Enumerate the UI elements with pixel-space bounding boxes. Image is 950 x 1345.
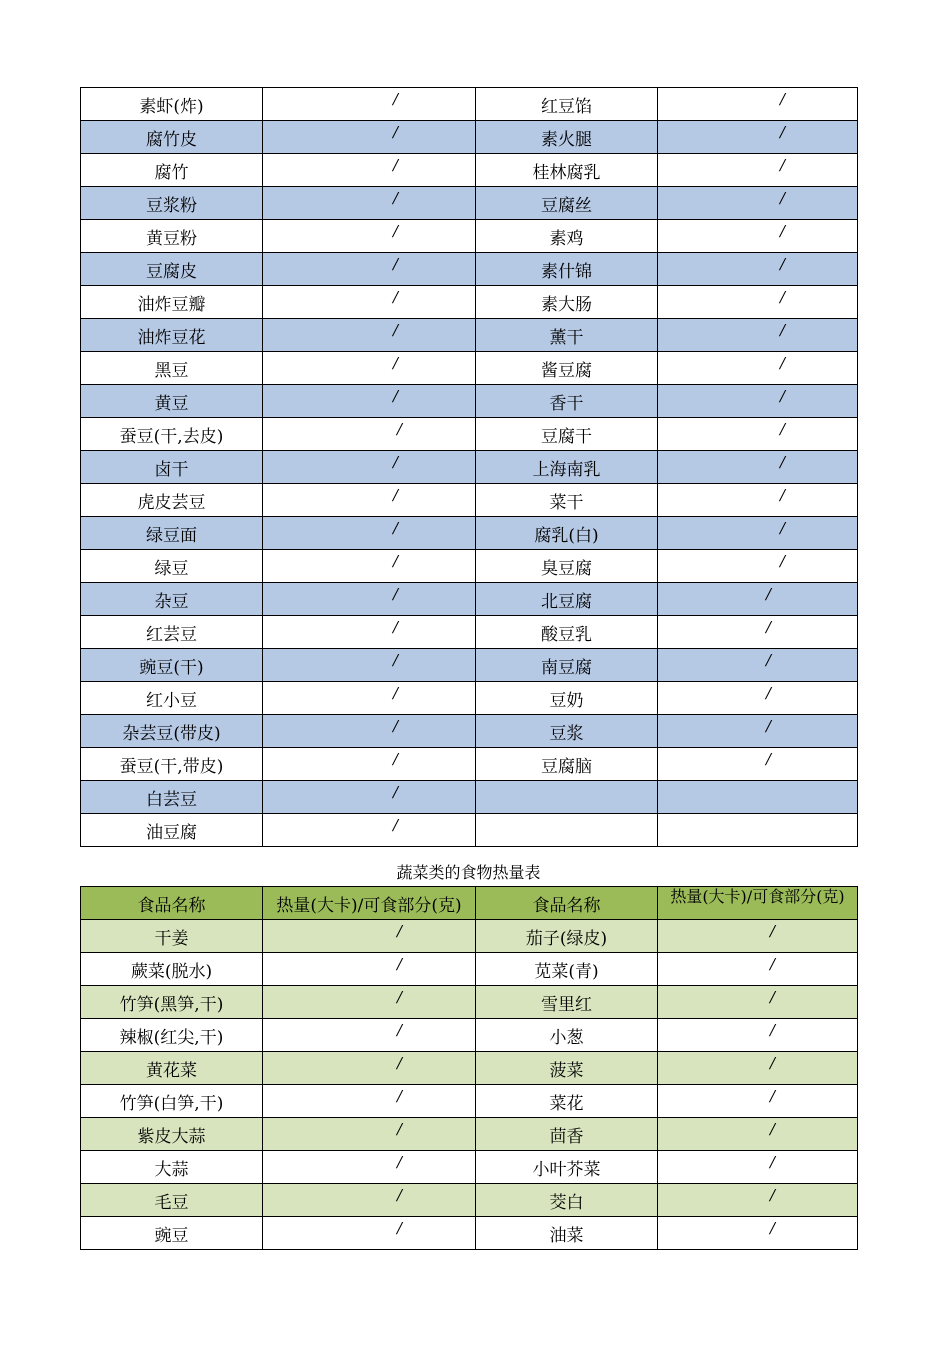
food-name-cell: 干姜 xyxy=(81,920,263,953)
calorie-value: / xyxy=(770,1054,776,1072)
calorie-value: / xyxy=(397,1054,403,1072)
calorie-cell xyxy=(658,220,858,253)
calorie-value: / xyxy=(780,519,786,537)
food-name-cell: 紫皮大蒜 xyxy=(81,1118,263,1151)
table-row xyxy=(81,1118,858,1151)
table-row xyxy=(81,550,858,583)
calorie-cell xyxy=(658,1019,858,1052)
calorie-cell xyxy=(263,1217,476,1250)
header-food-name-1: 食品名称 xyxy=(81,887,263,920)
calorie-value: / xyxy=(397,988,403,1006)
calorie-cell xyxy=(658,814,858,847)
calorie-value: / xyxy=(397,955,403,973)
calorie-cell xyxy=(263,920,476,953)
table-row xyxy=(81,517,858,550)
food-name-cell: 素鸡 xyxy=(476,220,658,253)
food-name-cell: 红豆馅 xyxy=(476,88,658,121)
food-name-cell: 黄豆 xyxy=(81,385,263,418)
calorie-cell xyxy=(658,616,858,649)
table-row xyxy=(81,121,858,154)
calorie-value: / xyxy=(393,123,399,141)
calorie-cell xyxy=(263,88,476,121)
calorie-value: / xyxy=(393,255,399,273)
calorie-value: / xyxy=(780,552,786,570)
calorie-value: / xyxy=(393,585,399,603)
food-name-cell: 蚕豆(干,去皮) xyxy=(81,418,263,451)
calorie-value: / xyxy=(393,783,399,801)
calorie-value: / xyxy=(397,1120,403,1138)
food-name-cell: 杂豆 xyxy=(81,583,263,616)
table-row xyxy=(81,1217,858,1250)
calorie-value: / xyxy=(780,123,786,141)
calorie-value: / xyxy=(393,90,399,108)
food-name-cell: 豆浆 xyxy=(476,715,658,748)
calorie-cell xyxy=(658,953,858,986)
table-header-row xyxy=(81,887,858,920)
calorie-value: / xyxy=(393,750,399,768)
calorie-value: / xyxy=(393,717,399,735)
table-row xyxy=(81,986,858,1019)
table-row xyxy=(81,1184,858,1217)
calorie-value: / xyxy=(766,618,772,636)
table-row xyxy=(81,781,858,814)
calorie-cell xyxy=(263,953,476,986)
food-name-cell: 油豆腐 xyxy=(81,814,263,847)
table-row xyxy=(81,1085,858,1118)
calorie-cell xyxy=(658,1085,858,1118)
table-row xyxy=(81,682,858,715)
table-row xyxy=(81,649,858,682)
calorie-value: / xyxy=(770,1186,776,1204)
food-name-cell: 红小豆 xyxy=(81,682,263,715)
calorie-cell xyxy=(658,385,858,418)
food-name-cell: 红芸豆 xyxy=(81,616,263,649)
table-row xyxy=(81,748,858,781)
table-row xyxy=(81,583,858,616)
calorie-cell xyxy=(658,154,858,187)
calorie-cell xyxy=(658,253,858,286)
calorie-cell xyxy=(658,517,858,550)
food-name-cell: 薰干 xyxy=(476,319,658,352)
food-name-cell: 雪里红 xyxy=(476,986,658,1019)
food-name-cell: 油炸豆瓣 xyxy=(81,286,263,319)
calorie-value: / xyxy=(766,684,772,702)
calorie-cell xyxy=(263,154,476,187)
table-row xyxy=(81,154,858,187)
food-name-cell: 豌豆 xyxy=(81,1217,263,1250)
calorie-cell xyxy=(263,781,476,814)
food-name-cell: 酱豆腐 xyxy=(476,352,658,385)
food-name-cell: 腐乳(白) xyxy=(476,517,658,550)
calorie-cell xyxy=(263,1151,476,1184)
calorie-value: / xyxy=(393,519,399,537)
calorie-value: / xyxy=(393,288,399,306)
food-name-cell: 蚕豆(干,带皮) xyxy=(81,748,263,781)
food-name-cell: 豆腐丝 xyxy=(476,187,658,220)
food-name-cell: 绿豆面 xyxy=(81,517,263,550)
calorie-value: / xyxy=(770,1087,776,1105)
calorie-value: / xyxy=(766,651,772,669)
calorie-value: / xyxy=(397,922,403,940)
calorie-cell xyxy=(263,352,476,385)
calorie-cell xyxy=(263,187,476,220)
food-name-cell: 油菜 xyxy=(476,1217,658,1250)
calorie-cell xyxy=(263,418,476,451)
table-row xyxy=(81,1151,858,1184)
calorie-cell xyxy=(263,385,476,418)
table-row xyxy=(81,484,858,517)
food-name-cell: 菜花 xyxy=(476,1085,658,1118)
food-name-cell: 竹笋(白笋,干) xyxy=(81,1085,263,1118)
food-name-cell: 素火腿 xyxy=(476,121,658,154)
calorie-cell xyxy=(658,187,858,220)
calorie-cell xyxy=(658,1052,858,1085)
food-name-cell: 虎皮芸豆 xyxy=(81,484,263,517)
food-name-cell: 上海南乳 xyxy=(476,451,658,484)
table-row xyxy=(81,451,858,484)
calorie-value: / xyxy=(780,354,786,372)
table-row xyxy=(81,352,858,385)
calorie-value: / xyxy=(770,988,776,1006)
food-name-cell: 绿豆 xyxy=(81,550,263,583)
food-name-cell: 茴香 xyxy=(476,1118,658,1151)
calorie-value: / xyxy=(393,684,399,702)
calorie-cell xyxy=(263,1085,476,1118)
calorie-cell xyxy=(263,451,476,484)
table-row xyxy=(81,187,858,220)
food-name-cell: 白芸豆 xyxy=(81,781,263,814)
calorie-cell xyxy=(263,748,476,781)
food-name-cell: 竹笋(黑笋,干) xyxy=(81,986,263,1019)
calorie-value: / xyxy=(393,387,399,405)
table-row xyxy=(81,814,858,847)
food-name-cell: 小葱 xyxy=(476,1019,658,1052)
food-name-cell: 豆腐皮 xyxy=(81,253,263,286)
calorie-cell xyxy=(658,1217,858,1250)
table-row xyxy=(81,220,858,253)
calorie-value: / xyxy=(770,955,776,973)
food-name-cell: 辣椒(红尖,干) xyxy=(81,1019,263,1052)
food-name-cell: 北豆腐 xyxy=(476,583,658,616)
calorie-cell xyxy=(658,986,858,1019)
calorie-cell xyxy=(658,1151,858,1184)
header-calorie-1: 热量(大卡)/可食部分(克) xyxy=(263,887,476,920)
calorie-value: / xyxy=(397,420,403,438)
food-name-cell: 豆腐脑 xyxy=(476,748,658,781)
food-name-cell: 毛豆 xyxy=(81,1184,263,1217)
food-name-cell: 南豆腐 xyxy=(476,649,658,682)
table-row xyxy=(81,616,858,649)
calorie-cell xyxy=(263,682,476,715)
calorie-cell xyxy=(658,583,858,616)
calorie-value: / xyxy=(780,90,786,108)
calorie-cell xyxy=(658,451,858,484)
calorie-value: / xyxy=(780,453,786,471)
food-name-cell: 蕨菜(脱水) xyxy=(81,953,263,986)
calorie-value: / xyxy=(397,1186,403,1204)
calorie-cell xyxy=(658,550,858,583)
calorie-value: / xyxy=(780,156,786,174)
calorie-cell xyxy=(658,748,858,781)
vegetable-table-title: 蔬菜类的食物热量表 xyxy=(396,863,541,882)
calorie-cell xyxy=(263,517,476,550)
calorie-value: / xyxy=(780,255,786,273)
calorie-value: / xyxy=(393,321,399,339)
food-name-cell: 素什锦 xyxy=(476,253,658,286)
calorie-cell xyxy=(658,352,858,385)
header-calorie-2 xyxy=(658,887,858,920)
calorie-value: / xyxy=(780,486,786,504)
food-name-cell: 大蒜 xyxy=(81,1151,263,1184)
table-row xyxy=(81,319,858,352)
calorie-cell xyxy=(263,121,476,154)
calorie-value: / xyxy=(393,552,399,570)
calorie-cell xyxy=(263,986,476,1019)
calorie-cell xyxy=(658,1118,858,1151)
calorie-value: / xyxy=(397,1153,403,1171)
calorie-cell xyxy=(263,1019,476,1052)
vegetable-calorie-table xyxy=(80,886,858,1250)
calorie-value: / xyxy=(397,1087,403,1105)
food-name-cell: 素大肠 xyxy=(476,286,658,319)
food-name-cell: 香干 xyxy=(476,385,658,418)
table-row xyxy=(81,920,858,953)
calorie-cell xyxy=(263,649,476,682)
calorie-cell xyxy=(263,253,476,286)
calorie-value: / xyxy=(393,189,399,207)
calorie-cell xyxy=(263,286,476,319)
food-name-cell: 酸豆乳 xyxy=(476,616,658,649)
table-row xyxy=(81,953,858,986)
calorie-value: / xyxy=(766,585,772,603)
food-name-cell: 黄花菜 xyxy=(81,1052,263,1085)
calorie-cell xyxy=(658,286,858,319)
food-name-cell: 黄豆粉 xyxy=(81,220,263,253)
food-name-cell: 小叶芥菜 xyxy=(476,1151,658,1184)
calorie-value: / xyxy=(393,486,399,504)
calorie-cell xyxy=(658,920,858,953)
calorie-value: / xyxy=(393,156,399,174)
calorie-cell xyxy=(658,88,858,121)
calorie-cell xyxy=(263,1052,476,1085)
food-name-cell: 豌豆(干) xyxy=(81,649,263,682)
table-row xyxy=(81,418,858,451)
calorie-cell xyxy=(263,1184,476,1217)
food-name-cell: 豆奶 xyxy=(476,682,658,715)
calorie-cell xyxy=(263,550,476,583)
calorie-cell xyxy=(658,418,858,451)
food-name-cell: 茭白 xyxy=(476,1184,658,1217)
food-name-cell: 桂林腐乳 xyxy=(476,154,658,187)
calorie-cell xyxy=(263,220,476,253)
calorie-value: / xyxy=(766,750,772,768)
calorie-cell xyxy=(263,583,476,616)
calorie-cell xyxy=(658,715,858,748)
table-row xyxy=(81,1052,858,1085)
calorie-value: / xyxy=(780,189,786,207)
calorie-value: / xyxy=(770,1219,776,1237)
calorie-value: / xyxy=(780,420,786,438)
food-name-cell: 苋菜(青) xyxy=(476,953,658,986)
calorie-cell xyxy=(658,319,858,352)
food-name-cell: 黑豆 xyxy=(81,352,263,385)
calorie-cell xyxy=(658,121,858,154)
food-name-cell xyxy=(476,781,658,814)
food-name-cell: 菜干 xyxy=(476,484,658,517)
calorie-value: / xyxy=(766,717,772,735)
food-name-cell: 腐竹 xyxy=(81,154,263,187)
calorie-cell xyxy=(263,616,476,649)
calorie-cell xyxy=(263,319,476,352)
calorie-cell xyxy=(658,682,858,715)
food-name-cell: 腐竹皮 xyxy=(81,121,263,154)
bean-products-table xyxy=(80,87,858,847)
table-row xyxy=(81,253,858,286)
food-name-cell: 油炸豆花 xyxy=(81,319,263,352)
calorie-value: / xyxy=(397,1021,403,1039)
calorie-value: / xyxy=(770,1120,776,1138)
calorie-value: / xyxy=(393,651,399,669)
food-name-cell: 卤干 xyxy=(81,451,263,484)
calorie-value: / xyxy=(770,1153,776,1171)
calorie-value: / xyxy=(780,321,786,339)
calorie-cell xyxy=(658,1184,858,1217)
table-row xyxy=(81,385,858,418)
table-row xyxy=(81,88,858,121)
calorie-value: / xyxy=(393,222,399,240)
calorie-cell xyxy=(658,649,858,682)
food-name-cell: 杂芸豆(带皮) xyxy=(81,715,263,748)
calorie-value: / xyxy=(780,288,786,306)
table-row xyxy=(81,286,858,319)
food-name-cell: 茄子(绿皮) xyxy=(476,920,658,953)
food-name-cell: 菠菜 xyxy=(476,1052,658,1085)
food-name-cell xyxy=(476,814,658,847)
calorie-value: / xyxy=(393,618,399,636)
calorie-value: / xyxy=(770,922,776,940)
calorie-value: / xyxy=(393,354,399,372)
calorie-cell xyxy=(658,484,858,517)
calorie-value: / xyxy=(770,1021,776,1039)
calorie-value: / xyxy=(393,816,399,834)
calorie-cell xyxy=(658,781,858,814)
header-food-name-2: 食品名称 xyxy=(476,887,658,920)
calorie-cell xyxy=(263,814,476,847)
food-name-cell: 豆浆粉 xyxy=(81,187,263,220)
food-name-cell: 素虾(炸) xyxy=(81,88,263,121)
calorie-cell xyxy=(263,484,476,517)
table-row xyxy=(81,1019,858,1052)
header-calorie-2-text: 热量(大卡)/可食部分(克) xyxy=(670,887,845,906)
calorie-value: / xyxy=(780,387,786,405)
calorie-cell xyxy=(263,715,476,748)
calorie-value: / xyxy=(397,1219,403,1237)
food-name-cell: 豆腐干 xyxy=(476,418,658,451)
food-name-cell: 臭豆腐 xyxy=(476,550,658,583)
calorie-cell xyxy=(263,1118,476,1151)
calorie-value: / xyxy=(780,222,786,240)
calorie-value: / xyxy=(393,453,399,471)
table-row xyxy=(81,715,858,748)
